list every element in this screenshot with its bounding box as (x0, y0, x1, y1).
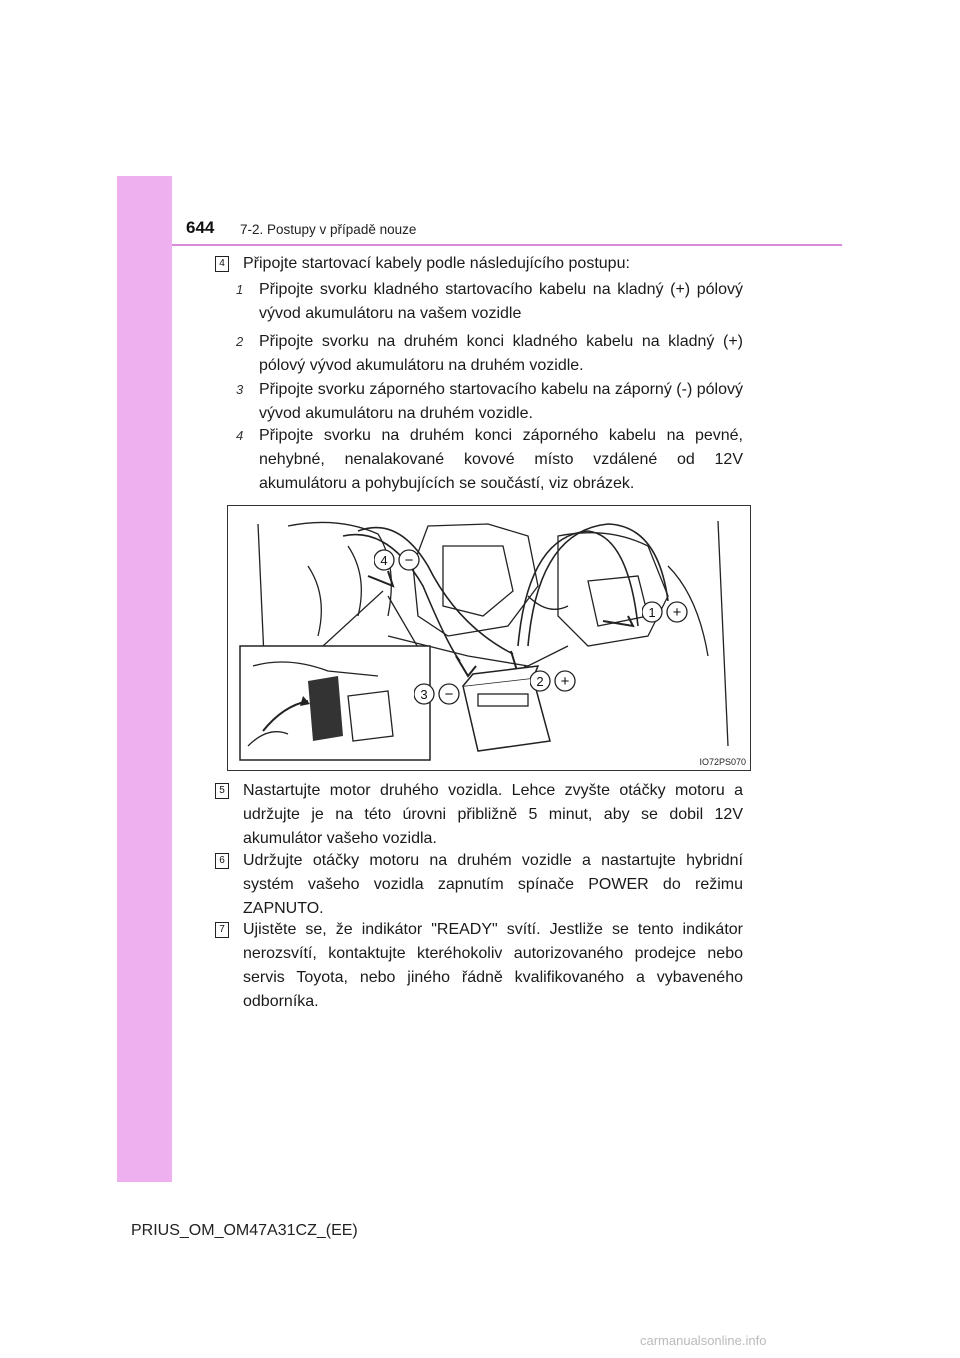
sub-step-3-text: Připojte svorku záporného startovacího kabelu na záporný (-) pólový vývod akumulátoru na druhém vozidle. (259, 381, 743, 422)
callout-4 (374, 548, 422, 572)
figure-code: IO72PS070 (699, 757, 746, 767)
section-title: 7-2. Postupy v případě nouze (240, 222, 417, 237)
callout-2-sign: + (560, 673, 570, 690)
jump-start-illustration (227, 505, 751, 771)
sub-step-marker-1: 1 (236, 282, 244, 297)
step-4-text: Připojte startovací kabely podle následujícího postupu: (243, 255, 630, 272)
chapter-sidebar-tab (117, 176, 172, 1182)
step-number-4: 4 (215, 256, 229, 272)
callout-2-number: 2 (536, 674, 544, 689)
callout-4-number: 4 (380, 553, 388, 568)
sub-step-2-text: Připojte svorku na druhém konci kladného kabelu na kladný (+) pólový vývod akumulátoru na druhém vozidle. (259, 333, 743, 374)
step-number-5: 5 (215, 783, 229, 799)
sub-step-4-text: Připojte svorku na druhém konci záporného kabelu na pevné, nehybné, nenalakované kovové místo vzdálené od 12V akumulátoru a pohybujících se součástí, viz obrázek. (259, 427, 743, 492)
step-number-6: 6 (215, 853, 229, 869)
step-6-text: Udržujte otáčky motoru na druhém vozidle a nastartujte hybridní systém vašeho vozidla zapnutím spínače POWER do režimu ZAPNUTO. (243, 852, 743, 917)
step-5-text: Nastartujte motor druhého vozidla. Lehce zvyšte otáčky motoru a udržujte je na této úrovni přibližně 5 minut, aby se dobil 12V akumulátor vašeho vozidla. (243, 782, 743, 847)
callout-3-sign: − (444, 686, 454, 703)
callout-3-number: 3 (420, 687, 428, 702)
document-id: PRIUS_OM_OM47A31CZ_(EE) (131, 1222, 358, 1239)
page-number: 644 (186, 218, 215, 237)
sub-step-1-text: Připojte svorku kladného startovacího kabelu na kladný (+) pólový vývod akumulátoru na vašem vozidle (259, 281, 743, 322)
callout-2 (530, 669, 578, 693)
callout-3 (414, 682, 462, 706)
sub-step-marker-3: 3 (236, 382, 244, 397)
watermark: carmanualsonline.info (640, 1333, 767, 1348)
engine-bay-drawing (228, 506, 750, 770)
callout-1 (642, 600, 690, 624)
callout-1-sign: + (672, 604, 682, 621)
callout-4-sign: − (404, 552, 414, 569)
step-number-7: 7 (215, 922, 229, 938)
sub-step-marker-2: 2 (236, 334, 244, 349)
step-7-text: Ujistěte se, že indikátor "READY" svítí. Jestliže se tento indikátor nerozsvítí, kontaktujte kteréhokoliv autorizovaného prodejce nebo servis Toyota, nebo jiného řádně kvalifikovaného a vybaveného odborníka. (243, 921, 743, 1010)
sub-step-marker-4: 4 (236, 428, 244, 443)
header-rule (172, 244, 842, 246)
callout-1-number: 1 (648, 605, 656, 620)
